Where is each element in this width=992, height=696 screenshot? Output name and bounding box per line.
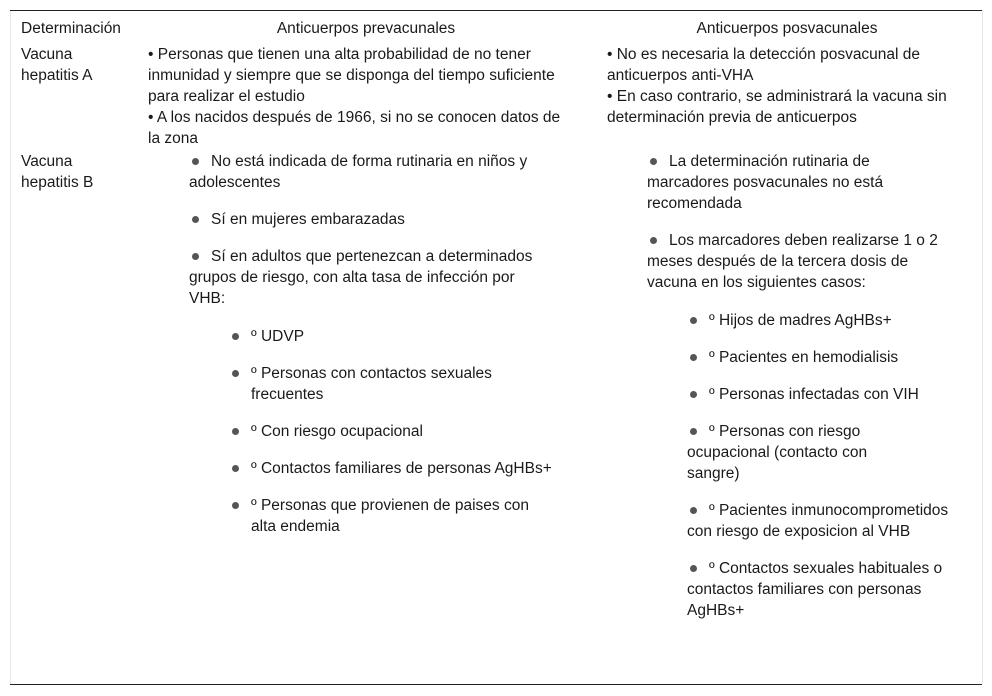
sub-list-item bbox=[687, 310, 957, 331]
sub-list-item bbox=[687, 421, 957, 484]
hepatitis-a-post-item: • En caso contrario, se administrará la vacuna sin determinación previa de anticuerpos bbox=[607, 88, 947, 126]
hepatitis-b-pre-sublist bbox=[229, 326, 569, 553]
sub-list-item-text: º Contactos sexuales habituales o contactos familiares con personas AgHBs+ bbox=[687, 560, 943, 619]
list-item-text: Sí en adultos que pertenezcan a determinados grupos de riesgo, con alta tasa de infección por VHB: bbox=[189, 248, 533, 307]
bullet-icon bbox=[192, 253, 199, 260]
sub-list-item bbox=[229, 495, 569, 537]
sub-list-item-text: º Personas infectadas con VIH bbox=[709, 386, 919, 403]
sub-list-item bbox=[229, 458, 569, 479]
hepatitis-b-post-cell bbox=[647, 151, 947, 309]
bullet-icon bbox=[690, 391, 697, 398]
bullet-icon bbox=[232, 333, 239, 340]
row-label-hepatitis-b: Vacuna hepatitis B bbox=[21, 153, 94, 191]
bullet-icon bbox=[690, 565, 697, 572]
hepatitis-a-post-item: • No es necesaria la detección posvacunal de anticuerpos anti-VHA bbox=[607, 46, 921, 84]
list-item bbox=[189, 246, 549, 309]
bullet-icon bbox=[690, 317, 697, 324]
list-item-text: La determinación rutinaria de marcadores posvacunales no está recomendada bbox=[647, 153, 884, 212]
bullet-icon bbox=[650, 158, 657, 165]
bullet-icon bbox=[650, 237, 657, 244]
sub-list-item-text: º Personas que provienen de paises con alta endemia bbox=[251, 497, 529, 535]
header-determinacion: Determinación bbox=[21, 20, 121, 37]
sub-list-item-text: º Personas con contactos sexuales frecuentes bbox=[251, 365, 492, 403]
sub-list-item-text: º Pacientes en hemodialisis bbox=[709, 349, 899, 366]
list-item-text: Sí en mujeres embarazadas bbox=[211, 211, 405, 228]
sub-list-item bbox=[229, 421, 569, 442]
row-label-hepatitis-a: Vacuna hepatitis A bbox=[21, 46, 93, 84]
bullet-icon bbox=[690, 428, 697, 435]
list-item bbox=[647, 151, 947, 214]
table-bottom-rule bbox=[10, 684, 982, 685]
list-item bbox=[189, 151, 569, 193]
sub-list-item-text: º Pacientes inmunocomprometidos con riesgo de exposicion al VHB bbox=[687, 502, 949, 540]
bullet-icon bbox=[690, 507, 697, 514]
sub-list-item bbox=[229, 326, 569, 347]
header-prevacunales: Anticuerpos prevacunales bbox=[276, 20, 456, 37]
hepatitis-a-pre-cell bbox=[148, 44, 568, 149]
bullet-icon bbox=[232, 428, 239, 435]
bullet-icon bbox=[192, 158, 199, 165]
table-top-rule bbox=[10, 10, 982, 11]
sub-list-item bbox=[687, 384, 957, 405]
hepatitis-a-post-cell bbox=[607, 44, 947, 128]
list-item bbox=[647, 230, 947, 293]
sub-list-item bbox=[687, 558, 957, 621]
sub-list-item bbox=[687, 347, 957, 368]
sub-list-item-text: º Contactos familiares de personas AgHBs+ bbox=[251, 460, 552, 477]
hepatitis-a-pre-item: • A los nacidos después de 1966, si no se conocen datos de la zona bbox=[148, 109, 561, 147]
bullet-icon bbox=[232, 465, 239, 472]
sub-list-item bbox=[687, 500, 957, 542]
hepatitis-b-post-sublist bbox=[687, 310, 957, 637]
hepatitis-a-pre-item: • Personas que tienen una alta probabilidad de no tener inmunidad y siempre que se disponga del tiempo suficiente para realizar el estudio bbox=[148, 46, 555, 105]
bullet-icon bbox=[232, 502, 239, 509]
list-item bbox=[189, 209, 569, 230]
bullet-icon bbox=[690, 354, 697, 361]
sub-list-item-text: º Hijos de madres AgHBs+ bbox=[709, 312, 892, 329]
list-item-text: Los marcadores deben realizarse 1 o 2 meses después de la tercera dosis de vacuna en los siguientes casos: bbox=[647, 232, 938, 291]
sub-list-item bbox=[229, 363, 569, 405]
sub-list-item-text: º UDVP bbox=[251, 328, 305, 345]
bullet-icon bbox=[232, 370, 239, 377]
sub-list-item-text: º Personas con riesgo ocupacional (contacto con sangre) bbox=[687, 423, 868, 482]
bullet-icon bbox=[192, 216, 199, 223]
header-posvacunales: Anticuerpos posvacunales bbox=[696, 20, 878, 37]
hepatitis-b-pre-cell bbox=[189, 151, 569, 325]
list-item-text: No está indicada de forma rutinaria en niños y adolescentes bbox=[189, 153, 528, 191]
sub-list-item-text: º Con riesgo ocupacional bbox=[251, 423, 423, 440]
